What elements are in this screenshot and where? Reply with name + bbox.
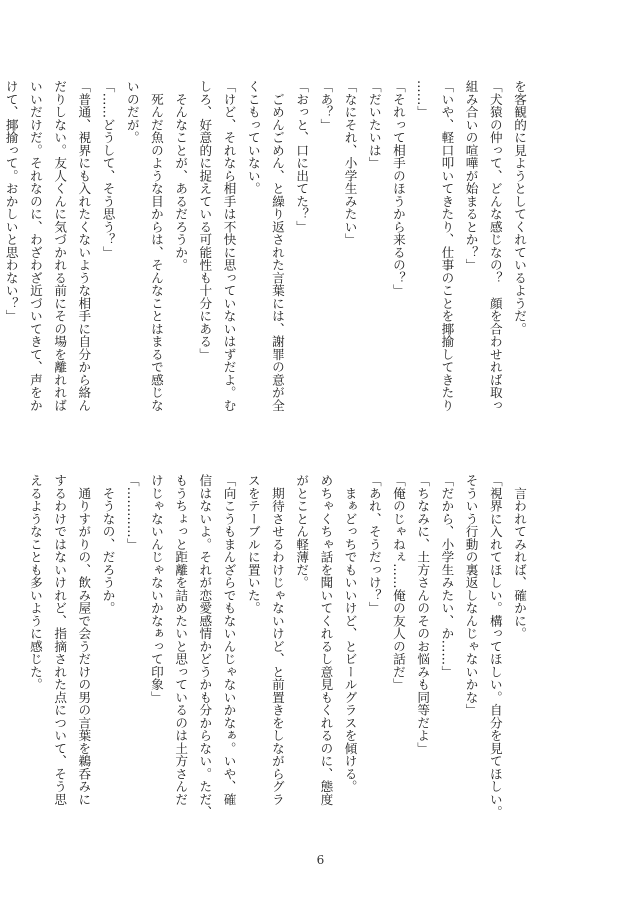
text-line: けて、揶揄って。おかしいと思わない？」 <box>3 80 19 323</box>
text-line: 「なにそれ、小学生みたい」 <box>342 80 358 246</box>
text-line: 「ちなみに、土方さんのそのお悩みも同等だよ」 <box>415 474 431 755</box>
text-line: を客観的に見ようとしてくれているようだ。 <box>512 80 527 335</box>
text-line: 「…………」 <box>124 474 140 551</box>
text-line: 「あれ、そうだっけ？」 <box>366 474 382 615</box>
text-line: 「犬猿の仲って、どんな感じなの？ 顔を合わせれば取っ <box>487 80 503 412</box>
text-line: 「おっと、口に出てた？」 <box>294 80 310 233</box>
text-line: ……」 <box>415 80 431 119</box>
text-line: けじゃないんじゃないかなぁって印象」 <box>148 474 164 704</box>
text-line: スをテーブルに置いた。 <box>245 474 261 615</box>
text-line: えるようなことも多いように感じた。 <box>27 474 43 691</box>
text-line: 「あ？」 <box>318 80 334 131</box>
text-line: がとことん軽薄だ。 <box>294 474 310 589</box>
text-line: 「俺のじゃねぇ……俺の友人の話だ」 <box>390 474 406 691</box>
text-line: 組み合いの喧嘩が始まるとか？」 <box>463 80 479 272</box>
text-line: 「けど、それなら相手は不快に思っていないはずだよ。む <box>221 80 237 412</box>
text-line: 信はないよ。それが恋愛感情かどうかも分からない。ただ、 <box>197 474 213 819</box>
text-line <box>0 474 23 819</box>
text-line: 言われてみれば、確かに。 <box>512 474 527 640</box>
lower-text-column <box>0 474 531 819</box>
text-line: ごめんごめん、と繰り返された言葉には、謝罪の意が全 <box>269 80 285 412</box>
text-line: そういう行動の裏返しなんじゃないかな」 <box>463 474 479 717</box>
text-line: めちゃくちゃ話を聞いてくれるし意見もくれるのに、態度 <box>318 474 334 806</box>
text-line: しろ、好意的に捉えている可能性も十分にある」 <box>197 80 213 361</box>
text-line: まぁどっちでもいいけど、とビールグラスを傾ける。 <box>342 474 358 793</box>
text-line: くこもっていない。 <box>245 80 261 195</box>
text-line: するわけではないけれど、指摘された点について、そう思 <box>52 474 68 806</box>
text-line: 死んだ魚のような目からは、そんなことはまるで感じな <box>148 80 164 412</box>
text-line: もうちょっと距離を詰めたいと思っているのは土方さんだ <box>173 474 189 806</box>
text-line: そうなの、だろうか。 <box>100 474 116 615</box>
text-line: 期待させるわけじゃないけど、と前置きをしながらグラ <box>269 474 285 806</box>
text-line: 「いや、軽口叩いてきたり、仕事のことを揶揄してきたり <box>439 80 455 412</box>
text-line: 「普通、視界にも入れたくないような相手に自分から絡ん <box>76 80 92 412</box>
text-line: 通りすがりの、飲み屋で会うだけの男の言葉を鵜呑みに <box>76 474 92 806</box>
text-line: 「視界に入れてほしい。構ってほしい。自分を見てほしい。 <box>487 474 503 819</box>
text-line: だりしない。友人くんに気づかれる前にその場を離れれば <box>52 80 68 412</box>
text-line: 「向こうもまんざらでもないんじゃないかなぁ。いや、確 <box>221 474 237 806</box>
page-number: 6 <box>316 853 325 867</box>
text-line: 「……どうして、そう思う？」 <box>100 80 116 259</box>
text-line: いのだが。 <box>124 80 140 144</box>
text-line: そんなことが、あるだろうか。 <box>173 80 189 272</box>
text-line: 「それって相手のほうから来るの？」 <box>390 80 406 297</box>
text-line: いいだけだ。それなのに、わざわざ近づいてきて、声をか <box>27 80 43 412</box>
upper-text-column <box>0 80 531 425</box>
text-line: 「だいたいは」 <box>366 80 382 170</box>
text-line: 「だから、小学生みたい、か……」 <box>439 474 455 678</box>
